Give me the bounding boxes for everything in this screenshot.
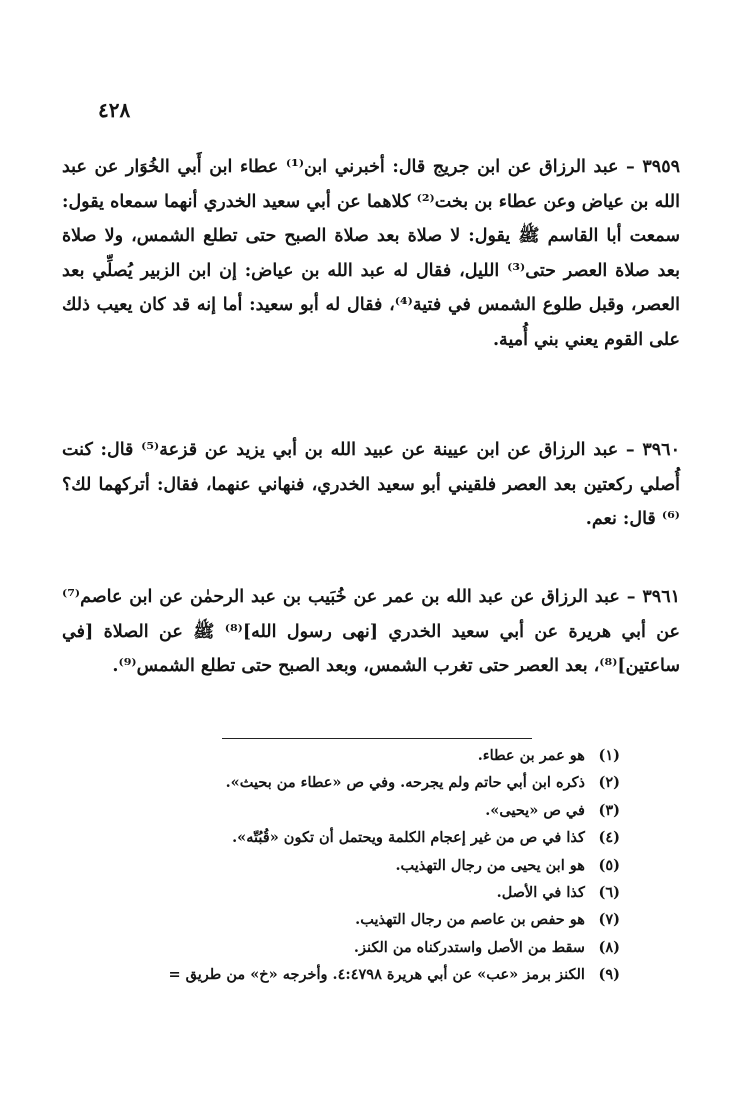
- footnote-number: (١): [598, 747, 620, 764]
- footnote-number: (٢): [598, 774, 620, 792]
- footnote-text: هو حفص بن عاصم من رجال التهذيب.: [355, 911, 585, 929]
- footnote-5: [62, 852, 620, 879]
- footnote-number: (٦): [598, 883, 620, 901]
- footnote-8: [62, 934, 620, 961]
- footnote-text: في ص «يحيى».: [485, 801, 585, 819]
- footnote-text: ذكره ابن أبي حاتم ولم يجرحه. وفي ص «عطاء من بحيث».: [225, 774, 585, 792]
- hadith-3959: ٣٩٥٩ – عبد الرزاق عن ابن جريج قال: أخبرني ابن⁽¹⁾ عطاء ابن أَبي الخُوَار عن عبد الله بن عياض وعن عطاء بن بخت⁽²⁾ كلاهما عن أبي سعيد الخدري أنهما سمعاه يقول: سمعت أبا القاسم ﷺ يقول: لا صلاة بعد صلاة الصبح حتى تطلع الشمس، ولا صلاة بعد صلاة العصر حتى⁽³⁾ الليل، فقال له عبد الله بن عياض: إن ابن الزبير يُصلِّي بعد العصر، وقبل طلوع الشمس في فتية⁽⁴⁾، فقال له أبو سعيد: أما إنه قد كان يعيب ذلك على القوم يعني بني أُمية.: [62, 157, 681, 350]
- footnote-6: [62, 879, 620, 906]
- footnote-text: كذا في ص من غير إعجام الكلمة ويحتمل أن تكون «قُبُتّه».: [232, 829, 585, 847]
- footnotes-list: [62, 742, 620, 989]
- footnote-number: (٧): [598, 911, 620, 929]
- footnote-1: [62, 742, 620, 769]
- footnote-number: (٣): [598, 801, 620, 819]
- footnote-2: [62, 769, 620, 796]
- footnote-number: (٤): [598, 829, 620, 847]
- hadith-3961: ٣٩٦١ – عبد الرزاق عن عبد الله بن عمر عن خُبَيب بن عبد الرحمٰن عن ابن عاصم⁽⁷⁾ عن أبي هريرة عن أبي سعيد الخدري [نهى رسول الله]⁽⁸⁾ ﷺ عن الصلاة [في ساعتين]⁽⁸⁾، بعد العصر حتى تغرب الشمس، وبعد الصبح حتى تطلع الشمس⁽⁹⁾.: [62, 587, 680, 677]
- footnote-separator: [222, 738, 532, 739]
- page-number: ٤٢٨: [98, 98, 131, 122]
- footnote-text: كذا في الأصل.: [496, 883, 585, 901]
- footnote-3: [62, 797, 620, 824]
- footnote-4: [62, 824, 620, 851]
- footnote-text: هو ابن يحيى من رجال التهذيب.: [395, 856, 585, 874]
- footnote-7: [62, 906, 620, 933]
- footnote-9: [62, 961, 620, 988]
- footnote-text: هو عمر بن عطاء.: [477, 747, 585, 764]
- footnote-text: الكنز برمز «عب» عن أبي هريرة ٤:٤٧٩٨. وأخرجه «خ» من طريق =: [168, 966, 585, 984]
- footnote-number: (٥): [598, 856, 620, 874]
- hadith-3960: ٣٩٦٠ – عبد الرزاق عن ابن عيينة عن عبيد الله بن أبي يزيد عن قزعة⁽⁵⁾ قال: كنت أُصلي ركعتين بعد العصر فلقيني أبو سعيد الخدري، فنهاني عنهما، فقال: أتركهما لك؟⁽⁶⁾ قال: نعم.: [62, 440, 680, 530]
- footnote-text: سقط من الأصل واستدركناه من الكنز.: [353, 938, 585, 956]
- footnote-number: (٨): [598, 938, 620, 956]
- footnote-number: (٩): [598, 966, 620, 984]
